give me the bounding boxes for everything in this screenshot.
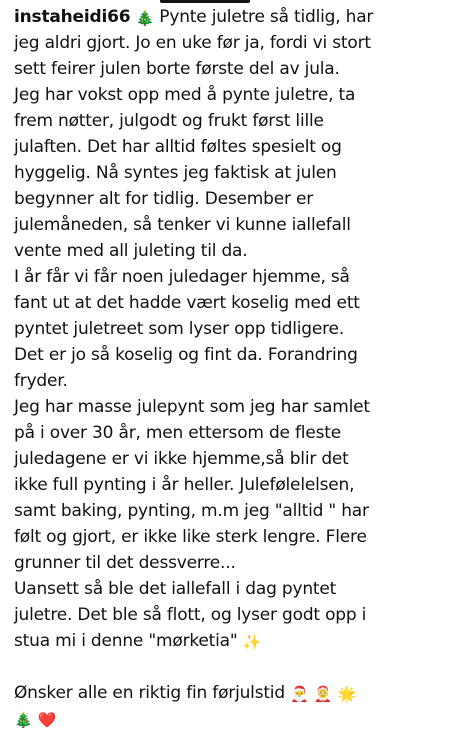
christmas-tree-icon: 🎄 xyxy=(135,9,155,27)
caption-line: juletre. Det ble så flott, og lyser godt opp i xyxy=(14,605,367,625)
glowing-star-icon: 🌟 xyxy=(337,685,357,703)
caption-line: følt og gjort, er ikke like sterk lengre. Flere xyxy=(14,527,367,547)
caption-line: fant ut at det hadde vært koselig med ett xyxy=(14,293,360,313)
caption-line: grunner til det dessverre... xyxy=(14,553,236,573)
caption-line: Det er jo så koselig og fint da. Forandring xyxy=(14,345,358,365)
caption-line: frem nøtter, julgodt og frukt først lille xyxy=(14,111,324,131)
mrs-claus-icon: 🤶 xyxy=(313,685,333,703)
caption-line: I år får vi får noen juledager hjemme, så xyxy=(14,267,350,287)
caption-line: Jeg har masse julepynt som jeg har samlet xyxy=(14,397,370,417)
username-link[interactable]: instaheidi66 xyxy=(14,7,131,27)
caption-line: begynner alt for tidlig. Desember er xyxy=(14,189,314,209)
caption-line-morketia xyxy=(14,628,442,654)
caption-line: ikke full pynting i år heller. Julefølelelsen, xyxy=(14,475,355,495)
blank-line xyxy=(14,654,442,680)
sparkles-icon: ✨ xyxy=(242,633,262,651)
caption-line: jeg aldri gjort. Jo en uke før ja, fordi vi stort xyxy=(14,33,371,53)
santa-icon: 🎅 xyxy=(290,685,309,703)
caption-line: fryder. xyxy=(14,371,68,391)
post-caption xyxy=(14,4,442,732)
caption-line-1 xyxy=(14,4,442,30)
caption-line: julemåneden, så tenker vi kunne iallefall xyxy=(14,215,351,235)
caption-text: Ønsker alle en riktig fin førjulstid xyxy=(14,683,285,703)
clipped-top-edge xyxy=(160,0,250,3)
caption-text: Pynte juletre så tidlig, har xyxy=(159,7,374,27)
caption-line-wish xyxy=(14,680,442,706)
caption-text: stua mi i denne "mørketia" xyxy=(14,631,238,651)
caption-line: vente med all juleting til da. xyxy=(14,241,248,261)
caption-line-final xyxy=(14,706,442,732)
caption-line: pyntet juletreet som lyser opp tidligere. xyxy=(14,319,345,339)
christmas-tree-icon: 🎄 xyxy=(14,711,33,729)
caption-line: julaften. Det har alltid føltes spesielt og xyxy=(14,137,342,157)
caption-line: Jeg har vokst opp med å pynte juletre, ta xyxy=(14,85,356,105)
caption-line: juledagene er vi ikke hjemme,så blir det xyxy=(14,449,349,469)
caption-line: sett feirer julen borte første del av jula. xyxy=(14,59,340,79)
caption-line: på i over 30 år, men ettersom de fleste xyxy=(14,423,341,443)
heart-icon: ❤️ xyxy=(37,711,57,729)
caption-line: hyggelig. Nå syntes jeg faktisk at julen xyxy=(14,163,337,183)
caption-line: Uansett så ble det iallefall i dag pyntet xyxy=(14,579,337,599)
caption-line: samt baking, pynting, m.m jeg "alltid " har xyxy=(14,501,369,521)
